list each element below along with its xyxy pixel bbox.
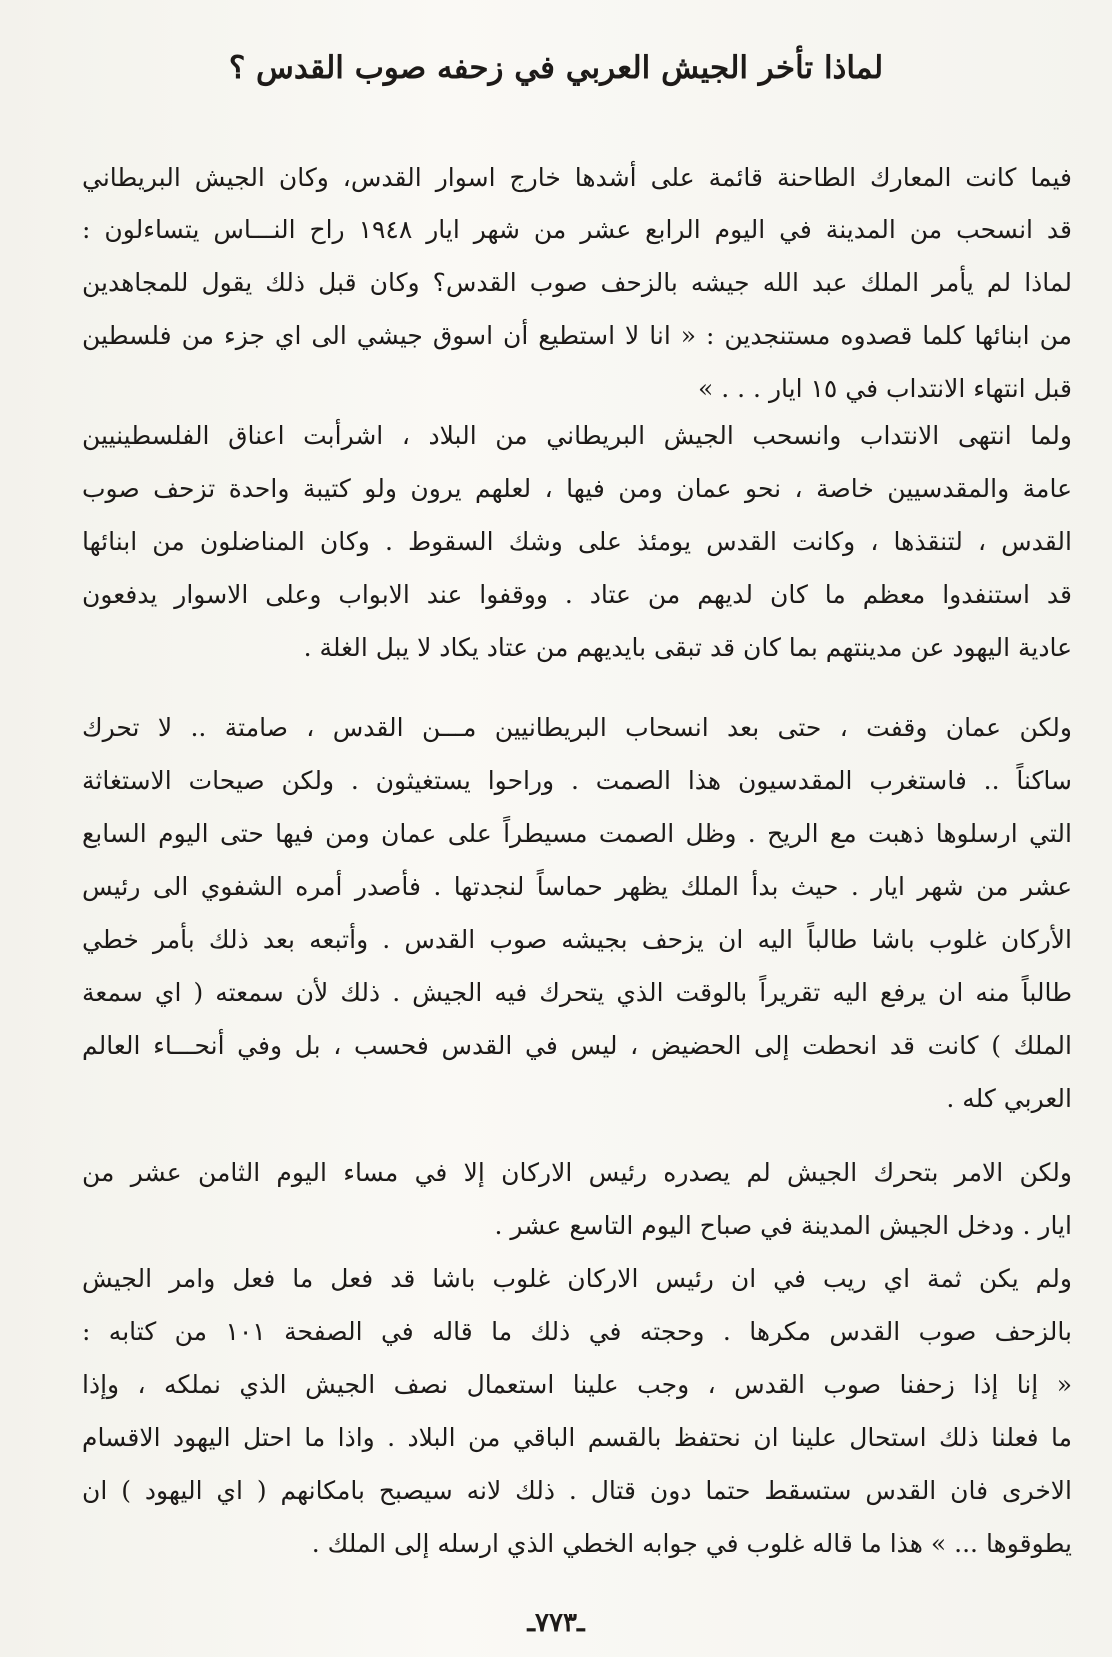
text-line: عادية اليهود عن مدينتهم بما كان قد تبقى بايديهم من عتاد يكاد لا يبل الغلة . (303, 633, 1072, 662)
text-line: ولما انتهى الانتداب وانسحب الجيش البريطاني من البلاد ، اشرأبت اعناق الفلسطينيين (82, 421, 1072, 450)
text-line: من ابنائها كلما قصدوه مستنجدين : « انا لا استطيع أن اسوق جيشي الى اي جزء من فلسطين (82, 321, 1072, 350)
text-line: القدس ، لتنقذها ، وكانت القدس يومئذ على وشك السقوط . وكان المناضلون من ابنائها (82, 527, 1072, 556)
text-line: العربي كله . (946, 1084, 1072, 1113)
text-line: ما فعلنا ذلك استحال علينا ان نحتفظ بالقسم الباقي من البلاد . واذا ما احتل اليهود الاقسام (82, 1423, 1072, 1452)
text-line: « إنا إذا زحفنا صوب القدس ، وجب علينا استعمال نصف الجيش الذي نملكه ، وإذا (82, 1370, 1072, 1399)
text-line: يطوقوها ... » هذا ما قاله غلوب في جوابه الخطي الذي ارسله إلى الملك . (311, 1529, 1072, 1558)
text-line: بالزحف صوب القدس مكرها . وحجته في ذلك ما قاله في الصفحة ١٠١ من كتابه : (82, 1317, 1073, 1346)
text-line: التي ارسلوها ذهبت مع الريح . وظل الصمت مسيطراً على عمان ومن فيها حتى اليوم السابع (82, 819, 1072, 848)
text-line: ساكناً .. فاستغرب المقدسيون هذا الصمت . وراحوا يستغيثون . ولكن صيحات الاستغاثة (82, 766, 1072, 795)
text-line: ولكن عمان وقفت ، حتى بعد انسحاب البريطانيين مـــن القدس ، صامتة .. لا تحرك (82, 713, 1072, 742)
text-line: عامة والمقدسيين خاصة ، نحو عمان ومن فيها ، لعلهم يرون ولو كتيبة واحدة تزحف صوب (82, 474, 1072, 503)
page-number: ـ٧٧٣ـ (527, 1608, 585, 1638)
text-line: لماذا لم يأمر الملك عبد الله جيشه بالزحف صوب القدس؟ وكان قبل ذلك يقول للمجاهدين (82, 268, 1072, 297)
text-line: قد استنفدوا معظم ما كان لديهم من عتاد . ووقفوا عند الابواب وعلى الاسوار يدفعون (82, 580, 1072, 609)
page-title: لماذا تأخر الجيش العربي في زحفه صوب القدس ؟ (228, 50, 884, 86)
text-line: طالباً منه ان يرفع اليه تقريراً بالوقت الذي يتحرك فيه الجيش . ذلك لأن سمعته ( اي سمعة (82, 978, 1072, 1007)
text-line: الملك ) كانت قد انحطت إلى الحضيض ، ليس في القدس فحسب ، بل وفي أنحـــاء العالم (82, 1031, 1072, 1060)
text-line: قد انسحب من المدينة في اليوم الرابع عشر من شهر ايار ١٩٤٨ راح النـــاس يتساءلون : (82, 215, 1073, 244)
text-line: الاخرى فان القدس ستسقط حتما دون قتال . ذلك لانه سيصبح بامكانهم ( اي اليهود ) ان (82, 1476, 1072, 1505)
text-line: ولكن الامر بتحرك الجيش لم يصدره رئيس الاركان إلا في مساء اليوم الثامن عشر من (82, 1158, 1072, 1187)
text-line: الأركان غلوب باشا طالباً اليه ان يزحف بجيشه صوب القدس . وأتبعه بعد ذلك بأمر خطي (82, 925, 1072, 954)
text-line: عشر من شهر ايار . حيث بدأ الملك يظهر حماساً لنجدتها . فأصدر أمره الشفوي الى رئيس (82, 872, 1072, 901)
text-line: فيما كانت المعارك الطاحنة قائمة على أشدها خارج اسوار القدس، وكان الجيش البريطاني (82, 163, 1072, 192)
text-line: ايار . ودخل الجيش المدينة في صباح اليوم التاسع عشر . (494, 1211, 1072, 1240)
text-line: ولم يكن ثمة اي ريب في ان رئيس الاركان غلوب باشا قد فعل ما فعل وامر الجيش (82, 1264, 1072, 1293)
text-line: قبل انتهاء الانتداب في ١٥ ايار . . . » (698, 374, 1072, 403)
